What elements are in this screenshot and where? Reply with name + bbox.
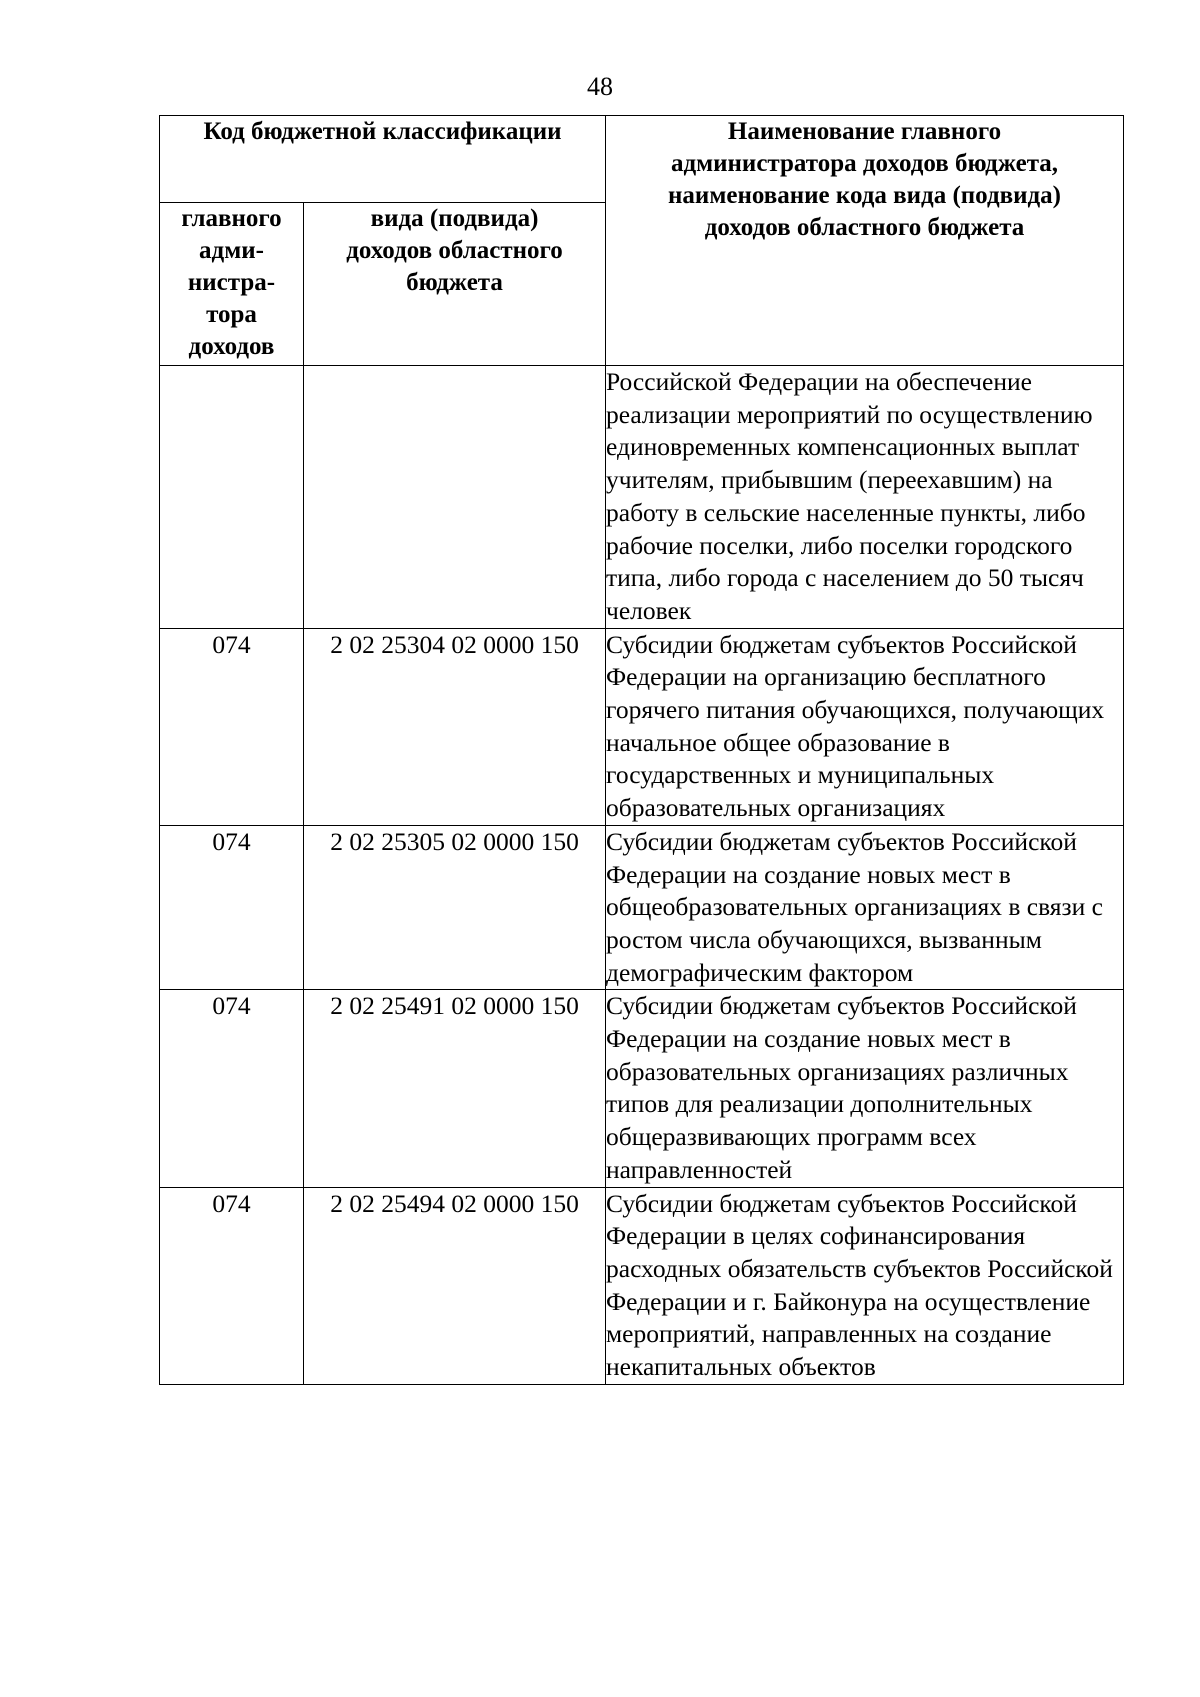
header-name-line: администратора доходов бюджета, — [670, 150, 1059, 177]
header-admin-line: адми- — [199, 237, 264, 264]
description-cell: Субсидии бюджетам субъектов Российской Федерации на создание новых мест в общеобразовательных организациях в связи с ростом числа обучающихся, вызванным демографическим фактором — [606, 825, 1124, 990]
header-name-line: наименование кода вида (подвида) — [668, 182, 1061, 209]
income-code-cell: 2 02 25304 02 0000 150 — [304, 628, 606, 825]
description-cell: Субсидии бюджетам субъектов Российской Федерации на организацию бесплатного горячего питания обучающихся, получающих начальное общее образование в государственных и муниципальных образовательных организациях — [606, 628, 1124, 825]
income-code-cell — [304, 366, 606, 629]
header-name-line: Наименование главного — [727, 118, 1002, 145]
income-code-cell: 2 02 25494 02 0000 150 — [304, 1187, 606, 1384]
income-code-cell: 2 02 25305 02 0000 150 — [304, 825, 606, 990]
header-admin-line: нистра- — [187, 269, 276, 296]
description-cell: Субсидии бюджетам субъектов Российской Федерации на создание новых мест в образовательных организациях различных типов для реализации дополнительных общеразвивающих программ всех направленностей — [606, 990, 1124, 1187]
admin-code-cell: 074 — [160, 990, 304, 1187]
table-row — [160, 628, 1124, 825]
header-col-name — [606, 116, 1124, 366]
table-row — [160, 990, 1124, 1187]
admin-code-cell — [160, 366, 304, 629]
admin-code-cell: 074 — [160, 825, 304, 990]
header-name-line: доходов областного бюджета — [704, 214, 1025, 241]
page-number: 48 — [587, 72, 613, 101]
header-group-title: Код бюджетной классификации — [160, 116, 606, 203]
header-code-line: доходов областного — [346, 237, 563, 264]
header-col-admin — [160, 203, 304, 366]
header-admin-line: тора — [206, 301, 257, 328]
table-row — [160, 825, 1124, 990]
table-row — [160, 1187, 1124, 1384]
header-col-code — [304, 203, 606, 366]
header-code-line: вида (подвида) — [370, 205, 539, 232]
table-row — [160, 366, 1124, 629]
header-admin-line: главного — [181, 205, 282, 232]
description-cell: Субсидии бюджетам субъектов Российской Федерации в целях софинансирования расходных обязательств субъектов Российской Федерации и г. Байконура на осуществление мероприятий, направленных на создание некапитальных объектов — [606, 1187, 1124, 1384]
header-code-line: бюджета — [406, 269, 503, 296]
table-header — [160, 116, 1124, 366]
admin-code-cell: 074 — [160, 628, 304, 825]
budget-classification-table — [159, 115, 1124, 1385]
income-code-cell: 2 02 25491 02 0000 150 — [304, 990, 606, 1187]
admin-code-cell: 074 — [160, 1187, 304, 1384]
header-admin-line: доходов — [188, 333, 275, 360]
description-cell: Российской Федерации на обеспечение реализации мероприятий по осуществлению единовременных компенсационных выплат учителям, прибывшим (переехавшим) на работу в сельские населенные пункты, либо рабочие поселки, либо поселки городского типа, либо города с населением до 50 тысяч человек — [606, 366, 1124, 629]
